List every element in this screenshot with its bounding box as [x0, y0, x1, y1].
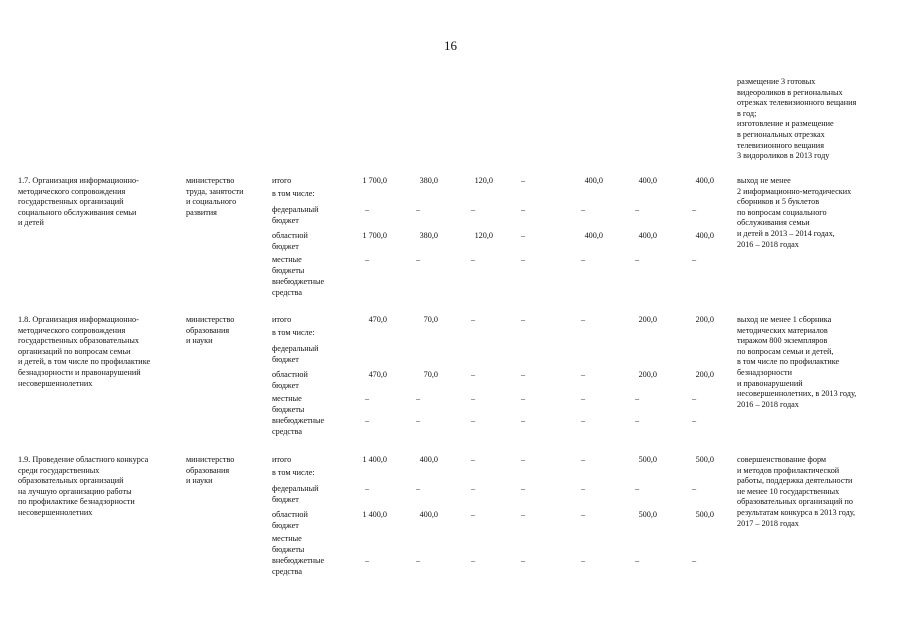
amount-cell: –	[580, 510, 586, 519]
executor: образования	[186, 325, 230, 335]
source-label: бюджет	[272, 520, 299, 530]
amount-cell: 470,0	[368, 315, 387, 324]
expected-result: не менее 10 государственных	[737, 486, 840, 496]
amount-cell: –	[634, 394, 640, 403]
measure-name: организаций по вопросам семьи	[18, 346, 131, 356]
amount-cell: –	[470, 455, 476, 464]
amount-cell: –	[580, 315, 586, 324]
source-label: бюджет	[272, 494, 299, 504]
amount-cell: –	[364, 416, 370, 425]
amount-cell: –	[520, 255, 526, 264]
amount-cell: –	[580, 205, 586, 214]
amount-cell: 400,0	[638, 231, 657, 240]
amount-cell: –	[520, 416, 526, 425]
expected-result: безнадзорности	[737, 368, 792, 377]
amount-cell: –	[470, 484, 476, 493]
expected-result: и методов профилактической	[737, 465, 840, 475]
amount-cell: –	[470, 370, 476, 379]
amount-cell: 380,0	[419, 231, 438, 240]
amount-cell: –	[580, 484, 586, 493]
executor: министерство	[186, 455, 235, 464]
source-label: областной	[272, 370, 308, 379]
amount-cell: 200,0	[638, 315, 657, 324]
amount-cell: –	[691, 556, 697, 565]
expected-result: 2016 – 2018 годах	[737, 239, 799, 249]
amount-cell: –	[691, 205, 697, 214]
amount-cell: –	[415, 205, 421, 214]
amount-cell: 70,0	[423, 315, 438, 324]
amount-cell: 380,0	[419, 176, 438, 185]
source-label: федеральный	[272, 344, 319, 353]
executor: и науки	[186, 476, 213, 486]
expected-result: несовершеннолетних, в 2013 году,	[737, 389, 857, 399]
executor: развития	[186, 207, 217, 217]
expected-result: выход не менее 1 сборника	[737, 315, 832, 324]
source-label: в том числе:	[272, 468, 315, 477]
amount-cell: –	[520, 176, 526, 185]
amount-cell: –	[520, 484, 526, 493]
amount-cell: –	[470, 315, 476, 324]
expected-result: по вопросам социального	[737, 207, 827, 217]
measure-name: государственных организаций	[18, 197, 124, 207]
source-label: средства	[272, 287, 303, 297]
expected-result: 2017 – 2018 годах	[737, 518, 799, 528]
measure-name: и детей, в том числе по профилактике	[18, 357, 151, 367]
amount-cell: 1 400,0	[362, 510, 387, 519]
amount-cell: 400,0	[419, 455, 438, 464]
executor: и науки	[186, 336, 213, 346]
amount-cell: 1 700,0	[362, 231, 387, 240]
amount-cell: 70,0	[423, 370, 438, 379]
amount-cell: 120,0	[474, 231, 493, 240]
executor: министерство	[186, 176, 235, 185]
source-label: внебюджетные	[272, 416, 325, 425]
result-text: размещение 3 готовых	[737, 77, 816, 86]
amount-cell: –	[691, 255, 697, 264]
amount-cell: –	[415, 416, 421, 425]
amount-cell: –	[634, 205, 640, 214]
source-label: бюджеты	[272, 265, 305, 275]
amount-cell: 500,0	[638, 510, 657, 519]
source-label: в том числе:	[272, 328, 315, 337]
page-number: 16	[444, 38, 457, 53]
measure-name: социального обслуживания семьи	[18, 207, 137, 217]
amount-cell: –	[364, 205, 370, 214]
amount-cell: –	[470, 394, 476, 403]
expected-result: результатам конкурса в 2013 году,	[737, 508, 856, 517]
expected-result: выход не менее	[737, 176, 791, 185]
source-label: областной	[272, 231, 308, 240]
amount-cell: –	[470, 255, 476, 264]
expected-result: 2 информационно-методических	[737, 186, 852, 196]
amount-cell: 400,0	[584, 231, 603, 240]
amount-cell: 500,0	[695, 455, 714, 464]
expected-result: совершенствование форм	[737, 455, 827, 464]
amount-cell: –	[364, 556, 370, 565]
amount-cell: –	[364, 255, 370, 264]
expected-result: сборников и 5 буклетов	[737, 197, 820, 207]
amount-cell: 1 700,0	[362, 176, 387, 185]
source-label: местные	[272, 255, 302, 264]
result-text: изготовление и размещение	[737, 119, 834, 129]
source-label: средства	[272, 566, 303, 576]
amount-cell: –	[520, 394, 526, 403]
amount-cell: 400,0	[695, 231, 714, 240]
measure-name: и детей	[18, 218, 44, 228]
source-label: в том числе:	[272, 189, 315, 198]
amount-cell: –	[580, 416, 586, 425]
measure-name: методического сопровождения	[18, 325, 126, 335]
amount-cell: 1 400,0	[362, 455, 387, 464]
amount-cell: –	[580, 394, 586, 403]
executor: министерство	[186, 315, 235, 324]
amount-cell: –	[520, 231, 526, 240]
source-label: бюджет	[272, 354, 299, 364]
amount-cell: –	[520, 510, 526, 519]
measure-name: образовательных организаций	[18, 476, 124, 486]
result-text: видеороликов в региональных	[737, 87, 843, 97]
amount-cell: 200,0	[695, 315, 714, 324]
measure-name: 1.7. Организация информационно-	[18, 176, 139, 185]
expected-result: работы, поддержка деятельности	[737, 476, 853, 486]
amount-cell: –	[580, 556, 586, 565]
source-label: местные	[272, 394, 302, 403]
source-label: бюджет	[272, 215, 299, 225]
expected-result: образовательных организаций по	[737, 497, 853, 507]
amount-cell: 120,0	[474, 176, 493, 185]
amount-cell: –	[470, 556, 476, 565]
measure-name: методического сопровождения	[18, 186, 126, 196]
result-text: в год;	[737, 108, 757, 118]
measure-name: по профилактике безнадзорности	[18, 497, 135, 507]
amount-cell: –	[634, 484, 640, 493]
amount-cell: –	[364, 484, 370, 493]
amount-cell: –	[520, 370, 526, 379]
amount-cell: 200,0	[695, 370, 714, 379]
amount-cell: –	[634, 255, 640, 264]
amount-cell: 400,0	[638, 176, 657, 185]
expected-result: 2016 – 2018 годах	[737, 399, 799, 409]
executor: и социального	[186, 197, 237, 207]
measure-name: несовершеннолетних	[18, 508, 93, 517]
amount-cell: 500,0	[695, 510, 714, 519]
amount-cell: –	[470, 510, 476, 519]
amount-cell: –	[580, 255, 586, 264]
expected-result: и правонарушений	[737, 378, 803, 388]
measure-name: 1.8. Организация информационно-	[18, 315, 139, 324]
source-label: местные	[272, 534, 302, 543]
amount-cell: –	[691, 484, 697, 493]
measure-name: на лучшую организацию работы	[18, 486, 132, 496]
amount-cell: 400,0	[584, 176, 603, 185]
source-label: внебюджетные	[272, 556, 325, 565]
amount-cell: –	[415, 484, 421, 493]
source-label: бюджет	[272, 241, 299, 251]
amount-cell: –	[415, 394, 421, 403]
amount-cell: –	[634, 416, 640, 425]
amount-cell: –	[691, 394, 697, 403]
amount-cell: –	[364, 394, 370, 403]
amount-cell: –	[470, 416, 476, 425]
amount-cell: –	[580, 455, 586, 464]
measure-name: государственных образовательных	[18, 336, 139, 346]
expected-result: тиражом 800 экземпляров	[737, 336, 828, 346]
result-text: телевизионного вещания	[737, 140, 824, 150]
expected-result: методических материалов	[737, 325, 828, 335]
source-label: федеральный	[272, 205, 319, 214]
source-label: внебюджетные	[272, 277, 325, 286]
executor: образования	[186, 465, 230, 475]
amount-cell: –	[634, 556, 640, 565]
amount-cell: –	[691, 416, 697, 425]
measure-name: несовершеннолетних	[18, 378, 93, 388]
amount-cell: –	[580, 370, 586, 379]
amount-cell: 200,0	[638, 370, 657, 379]
amount-cell: 500,0	[638, 455, 657, 464]
amount-cell: –	[520, 556, 526, 565]
amount-cell: 470,0	[368, 370, 387, 379]
source-label: итого	[272, 455, 292, 464]
expected-result: в том числе по профилактике	[737, 357, 840, 367]
source-label: итого	[272, 176, 292, 185]
source-label: областной	[272, 510, 308, 519]
amount-cell: 400,0	[695, 176, 714, 185]
source-label: бюджеты	[272, 404, 305, 414]
amount-cell: 400,0	[419, 510, 438, 519]
source-label: средства	[272, 426, 303, 436]
amount-cell: –	[470, 205, 476, 214]
amount-cell: –	[520, 315, 526, 324]
expected-result: по вопросам семьи и детей,	[737, 346, 834, 356]
result-text: 3 видороликов в 2013 году	[737, 151, 830, 161]
amount-cell: –	[520, 205, 526, 214]
expected-result: и детей в 2013 – 2014 годах,	[737, 229, 835, 238]
source-label: бюджеты	[272, 544, 305, 554]
measure-name: среди государственных	[18, 465, 100, 475]
result-text: отрезках телевизионного вещания	[737, 98, 857, 108]
expected-result: обслуживания семьи	[737, 218, 810, 228]
executor: труда, занятости	[186, 186, 244, 196]
source-label: бюджет	[272, 380, 299, 390]
source-label: федеральный	[272, 484, 319, 493]
measure-name: 1.9. Проведение областного конкурса	[18, 455, 149, 464]
measure-name: безнадзорности и правонарушений	[18, 368, 141, 377]
source-label: итого	[272, 315, 292, 324]
amount-cell: –	[520, 455, 526, 464]
amount-cell: –	[415, 255, 421, 264]
result-text: в региональных отрезках	[737, 130, 825, 139]
amount-cell: –	[415, 556, 421, 565]
